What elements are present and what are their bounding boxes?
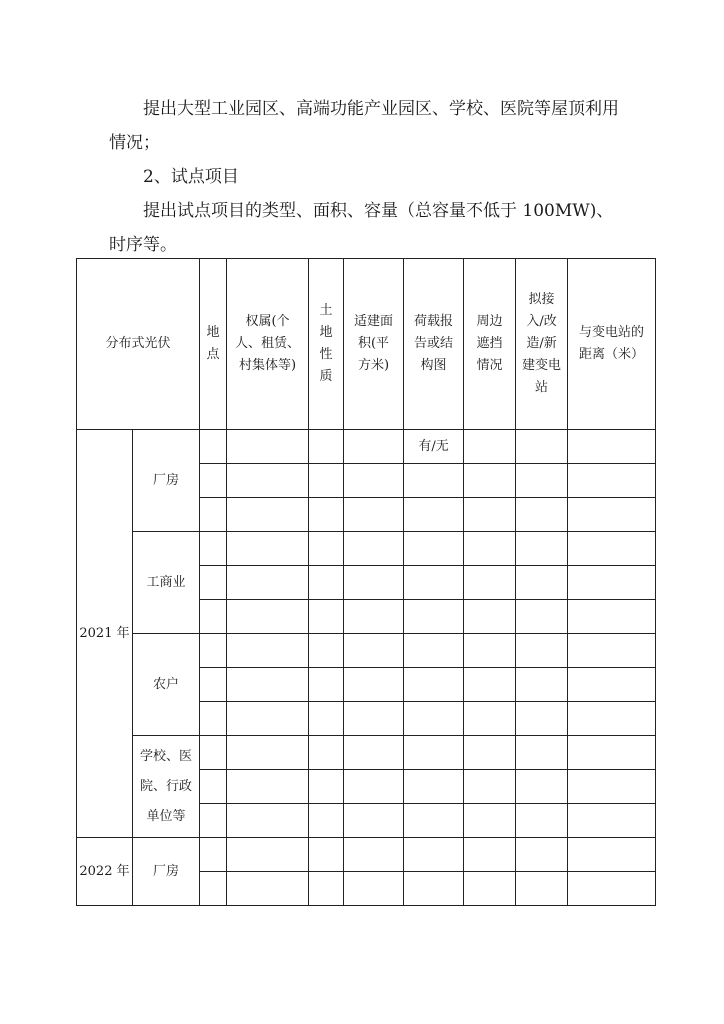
table-cell[interactable] — [344, 566, 404, 600]
header-ownership: 权属(个人、租赁、村集体等) — [227, 259, 309, 430]
table-cell[interactable] — [568, 600, 656, 634]
table-cell[interactable] — [404, 804, 464, 838]
header-location: 地点 — [200, 259, 227, 430]
table-cell[interactable] — [516, 668, 568, 702]
table-cell[interactable] — [568, 566, 656, 600]
header-area: 适建面积(平方米) — [344, 259, 404, 430]
table-cell[interactable] — [227, 872, 309, 906]
table-cell[interactable] — [227, 634, 309, 668]
table-cell[interactable] — [404, 498, 464, 532]
table-cell[interactable] — [309, 872, 344, 906]
table-cell[interactable] — [516, 872, 568, 906]
table-cell[interactable] — [344, 600, 404, 634]
table-cell[interactable] — [568, 668, 656, 702]
table-cell[interactable] — [516, 430, 568, 464]
category-factory: 厂房 — [133, 430, 200, 532]
category-school-hospital: 学校、医院、行政单位等 — [133, 736, 200, 838]
table-cell[interactable] — [344, 804, 404, 838]
table-row — [77, 634, 656, 668]
table-cell[interactable] — [227, 702, 309, 736]
table-cell[interactable] — [200, 566, 227, 600]
table-row — [77, 532, 656, 566]
table-cell[interactable] — [309, 532, 344, 566]
table-cell[interactable] — [227, 464, 309, 498]
year-2021: 2021 年 — [77, 430, 133, 838]
table-cell[interactable] — [464, 736, 516, 770]
header-shading: 周边遮挡情况 — [464, 259, 516, 430]
table-cell[interactable] — [200, 634, 227, 668]
table-cell[interactable] — [568, 702, 656, 736]
table-cell[interactable] — [309, 430, 344, 464]
table-cell[interactable] — [464, 498, 516, 532]
table-cell[interactable] — [344, 668, 404, 702]
table-cell[interactable] — [516, 498, 568, 532]
table-cell[interactable] — [309, 600, 344, 634]
table-cell[interactable] — [200, 600, 227, 634]
load-yes-no-cell: 有/无 — [404, 430, 464, 464]
table-cell[interactable] — [227, 532, 309, 566]
table-header-row — [77, 259, 656, 430]
table-cell[interactable] — [344, 498, 404, 532]
table-cell[interactable] — [344, 838, 404, 872]
table-cell[interactable] — [344, 736, 404, 770]
table-cell[interactable] — [464, 634, 516, 668]
table-cell[interactable] — [309, 464, 344, 498]
table-cell[interactable] — [200, 430, 227, 464]
table-cell[interactable] — [404, 464, 464, 498]
table-cell[interactable] — [227, 770, 309, 804]
paragraph-rooftop-usage: 提出大型工业园区、高端功能产业园区、学校、医院等屋顶利用情况； — [109, 99, 619, 153]
table-cell[interactable] — [464, 872, 516, 906]
table-cell[interactable] — [344, 872, 404, 906]
table-cell[interactable] — [404, 736, 464, 770]
table-row — [77, 736, 656, 770]
table-cell[interactable] — [464, 532, 516, 566]
table-cell[interactable] — [464, 668, 516, 702]
table-cell[interactable] — [404, 668, 464, 702]
table-cell[interactable] — [227, 498, 309, 532]
table-cell[interactable] — [568, 634, 656, 668]
table-cell[interactable] — [568, 838, 656, 872]
table-cell[interactable] — [200, 464, 227, 498]
table-cell[interactable] — [200, 838, 227, 872]
table-cell[interactable] — [200, 770, 227, 804]
table-cell[interactable] — [200, 668, 227, 702]
table-cell[interactable] — [227, 668, 309, 702]
table-cell[interactable] — [404, 770, 464, 804]
table-cell[interactable] — [404, 566, 464, 600]
table-cell[interactable] — [568, 532, 656, 566]
table-cell[interactable] — [568, 770, 656, 804]
table-cell[interactable] — [344, 634, 404, 668]
table-cell[interactable] — [227, 736, 309, 770]
table-cell[interactable] — [404, 600, 464, 634]
table-cell[interactable] — [200, 532, 227, 566]
table-cell[interactable] — [200, 872, 227, 906]
heading-pilot-projects: 2、试点项目 — [143, 167, 239, 187]
table-cell[interactable] — [404, 838, 464, 872]
table-cell[interactable] — [200, 736, 227, 770]
table-cell[interactable] — [516, 804, 568, 838]
table-cell[interactable] — [404, 634, 464, 668]
table-cell[interactable] — [404, 872, 464, 906]
table-cell[interactable] — [464, 804, 516, 838]
table-cell[interactable] — [344, 430, 404, 464]
table-cell[interactable] — [516, 702, 568, 736]
table-cell[interactable] — [200, 498, 227, 532]
table-cell[interactable] — [464, 600, 516, 634]
table-cell[interactable] — [568, 430, 656, 464]
table-cell[interactable] — [568, 498, 656, 532]
paragraph-pilot-projects: 提出试点项目的类型、面积、容量（总容量不低于 100MW)、时序等。 — [109, 201, 614, 255]
table-cell[interactable] — [200, 804, 227, 838]
table-cell[interactable] — [309, 566, 344, 600]
table-cell[interactable] — [516, 566, 568, 600]
category-factory-2022: 厂房 — [133, 838, 200, 906]
table-cell[interactable] — [464, 770, 516, 804]
pv-pilot-table — [76, 258, 656, 906]
table-cell[interactable] — [309, 634, 344, 668]
table-cell[interactable] — [227, 600, 309, 634]
table-cell[interactable] — [516, 770, 568, 804]
table-cell[interactable] — [516, 736, 568, 770]
table-cell[interactable] — [309, 736, 344, 770]
table-cell[interactable] — [309, 770, 344, 804]
table-cell[interactable] — [568, 872, 656, 906]
table-cell[interactable] — [568, 804, 656, 838]
table-cell[interactable] — [568, 464, 656, 498]
header-distance: 与变电站的距离（米） — [568, 259, 656, 430]
table-cell[interactable] — [464, 464, 516, 498]
category-farmer: 农户 — [133, 634, 200, 736]
table-cell[interactable] — [227, 804, 309, 838]
table-cell[interactable] — [200, 702, 227, 736]
table-cell[interactable] — [309, 498, 344, 532]
table-cell[interactable] — [344, 532, 404, 566]
table-cell[interactable] — [516, 634, 568, 668]
table-cell[interactable] — [344, 702, 404, 736]
table-cell[interactable] — [516, 532, 568, 566]
table-cell[interactable] — [227, 838, 309, 872]
table-cell[interactable] — [344, 770, 404, 804]
table-cell[interactable] — [516, 600, 568, 634]
header-load-report: 荷载报告或结构图 — [404, 259, 464, 430]
table-cell[interactable] — [309, 702, 344, 736]
table-cell[interactable] — [227, 430, 309, 464]
header-land-nature: 土地性质 — [309, 259, 344, 430]
category-commerce: 工商业 — [133, 532, 200, 634]
table-cell[interactable] — [464, 838, 516, 872]
table-cell[interactable] — [464, 702, 516, 736]
table-cell[interactable] — [227, 566, 309, 600]
table-row — [77, 430, 656, 464]
year-2022: 2022 年 — [77, 838, 133, 906]
table-cell[interactable] — [464, 430, 516, 464]
table-cell[interactable] — [404, 702, 464, 736]
table-cell[interactable] — [309, 838, 344, 872]
table-cell[interactable] — [309, 668, 344, 702]
table-cell[interactable] — [344, 464, 404, 498]
header-category: 分布式光伏 — [77, 259, 200, 430]
table-cell[interactable] — [404, 532, 464, 566]
table-cell[interactable] — [516, 464, 568, 498]
table-cell[interactable] — [516, 838, 568, 872]
table-cell[interactable] — [464, 566, 516, 600]
header-substation: 拟接入/改造/新建变电站 — [516, 259, 568, 430]
table-cell[interactable] — [309, 804, 344, 838]
table-row — [77, 838, 656, 872]
table-cell[interactable] — [568, 736, 656, 770]
